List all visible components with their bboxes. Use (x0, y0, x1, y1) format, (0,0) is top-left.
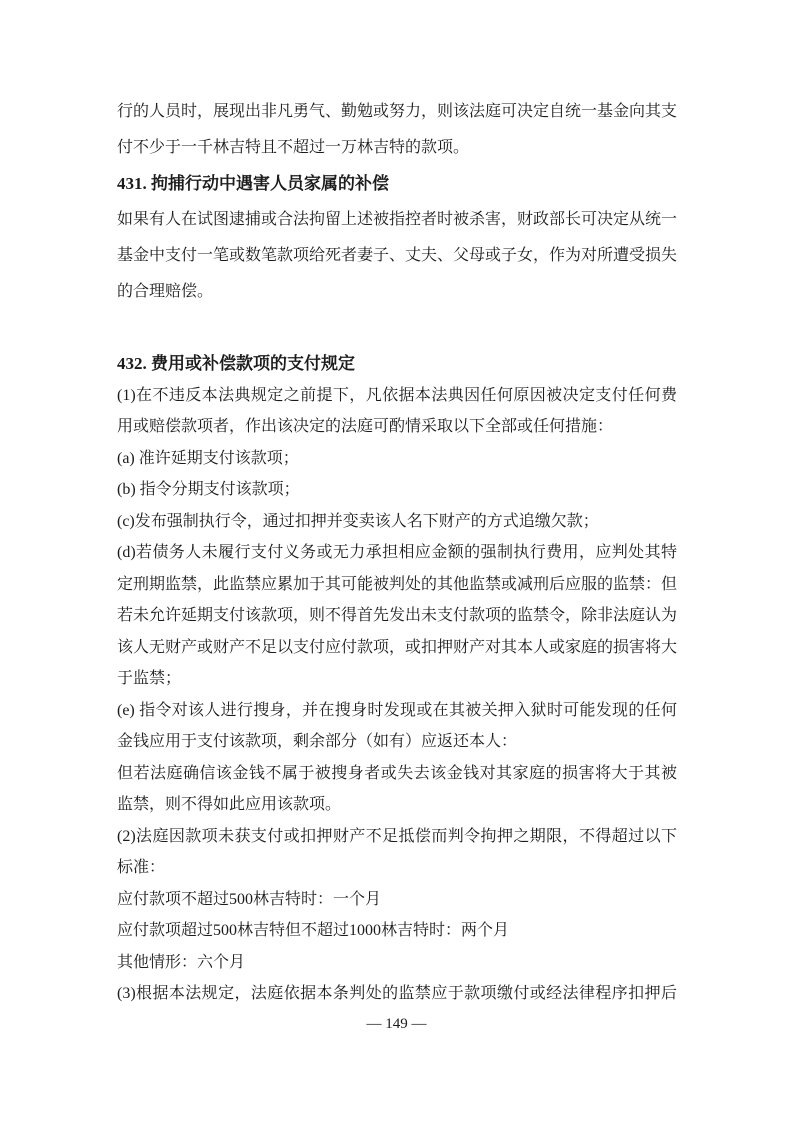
document-content (117, 94, 677, 1010)
text-line: 用或赔偿款项者，作出该决定的法庭可酌情采取以下全部或任何措施： (117, 418, 614, 435)
page-number: — 149 — (366, 1016, 427, 1032)
text-line: (c)发布强制执行令，通过扣押并变卖该人名下财产的方式追缴欠款； (117, 512, 599, 530)
section-heading: 431. 拘捕行动中遇害人员家属的补偿 (117, 174, 389, 193)
text-line: 金钱应用于支付该款项，剩余部分（如有）应返还本人： (117, 733, 518, 750)
text-line: 若未允许延期支付该款项，则不得首先发出未支付款项的监禁令，除非法庭认为 (117, 607, 677, 624)
text-line: (d)若债务人未履行支付义务或无力承担相应金额的强制执行费用，应判处其特 (117, 544, 677, 561)
text-line: (e) 指令对该人进行搜身，并在搜身时发现或在其被关押入狱时可能发现的任何 (117, 701, 677, 719)
text-line: 应付款项超过500林吉特但不超过1000林吉特时：两个月 (117, 922, 510, 939)
text-line: 应付款项不超过500林吉特时：一个月 (117, 890, 382, 908)
text-line: 该人无财产或财产不足以支付应付款项，或扣押财产对其本人或家庭的损害将大 (117, 638, 677, 656)
text-line: 监禁，则不得如此应用该款项。 (117, 796, 342, 813)
text-line: (3)根据本法规定，法庭依据本条判处的监禁应于款项缴付或经法律程序扣押后 (117, 985, 677, 1002)
text-line: 但若法庭确信该金钱不属于被搜身者或失去该金钱对其家庭的损害将大于其被 (117, 764, 677, 782)
text-line: 定刑期监禁，此监禁应累加于其可能被判处的其他监禁或减刑后应服的监禁：但 (117, 575, 677, 593)
text-line: 基金中支付一笔或数笔款项给死者妻子、丈夫、父母或子女，作为对所遭受损失 (117, 247, 677, 264)
text-line: 付不少于一千林吉特且不超过一万林吉特的款项。 (117, 139, 470, 156)
text-line: 如果有人在试图逮捕或合法拘留上述被指控者时被杀害，财政部长可决定从统一 (117, 211, 677, 228)
section-heading: 432. 费用或补偿款项的支付规定 (117, 354, 355, 373)
text-line: 标准： (117, 859, 166, 876)
text-line: 其他情形：六个月 (117, 953, 246, 971)
text-line: (a) 准许延期支付该款项； (117, 449, 299, 467)
text-line: 行的人员时，展现出非凡勇气、勤勉或努力，则该法庭可决定自统一基金向其支 (117, 103, 677, 120)
text-line: (2)法庭因款项未获支付或扣押财产不足抵偿而判令拘押之期限，不得超过以下 (117, 827, 677, 845)
text-line: 于监禁； (117, 670, 182, 687)
section-gap (117, 310, 677, 348)
text-line: (b) 指令分期支付该款项； (117, 481, 300, 498)
text-line: 的合理赔偿。 (117, 283, 214, 300)
text-line: (1)在不违反本法典规定之前提下，凡依据本法典因任何原因被决定支付任何费 (117, 386, 677, 404)
